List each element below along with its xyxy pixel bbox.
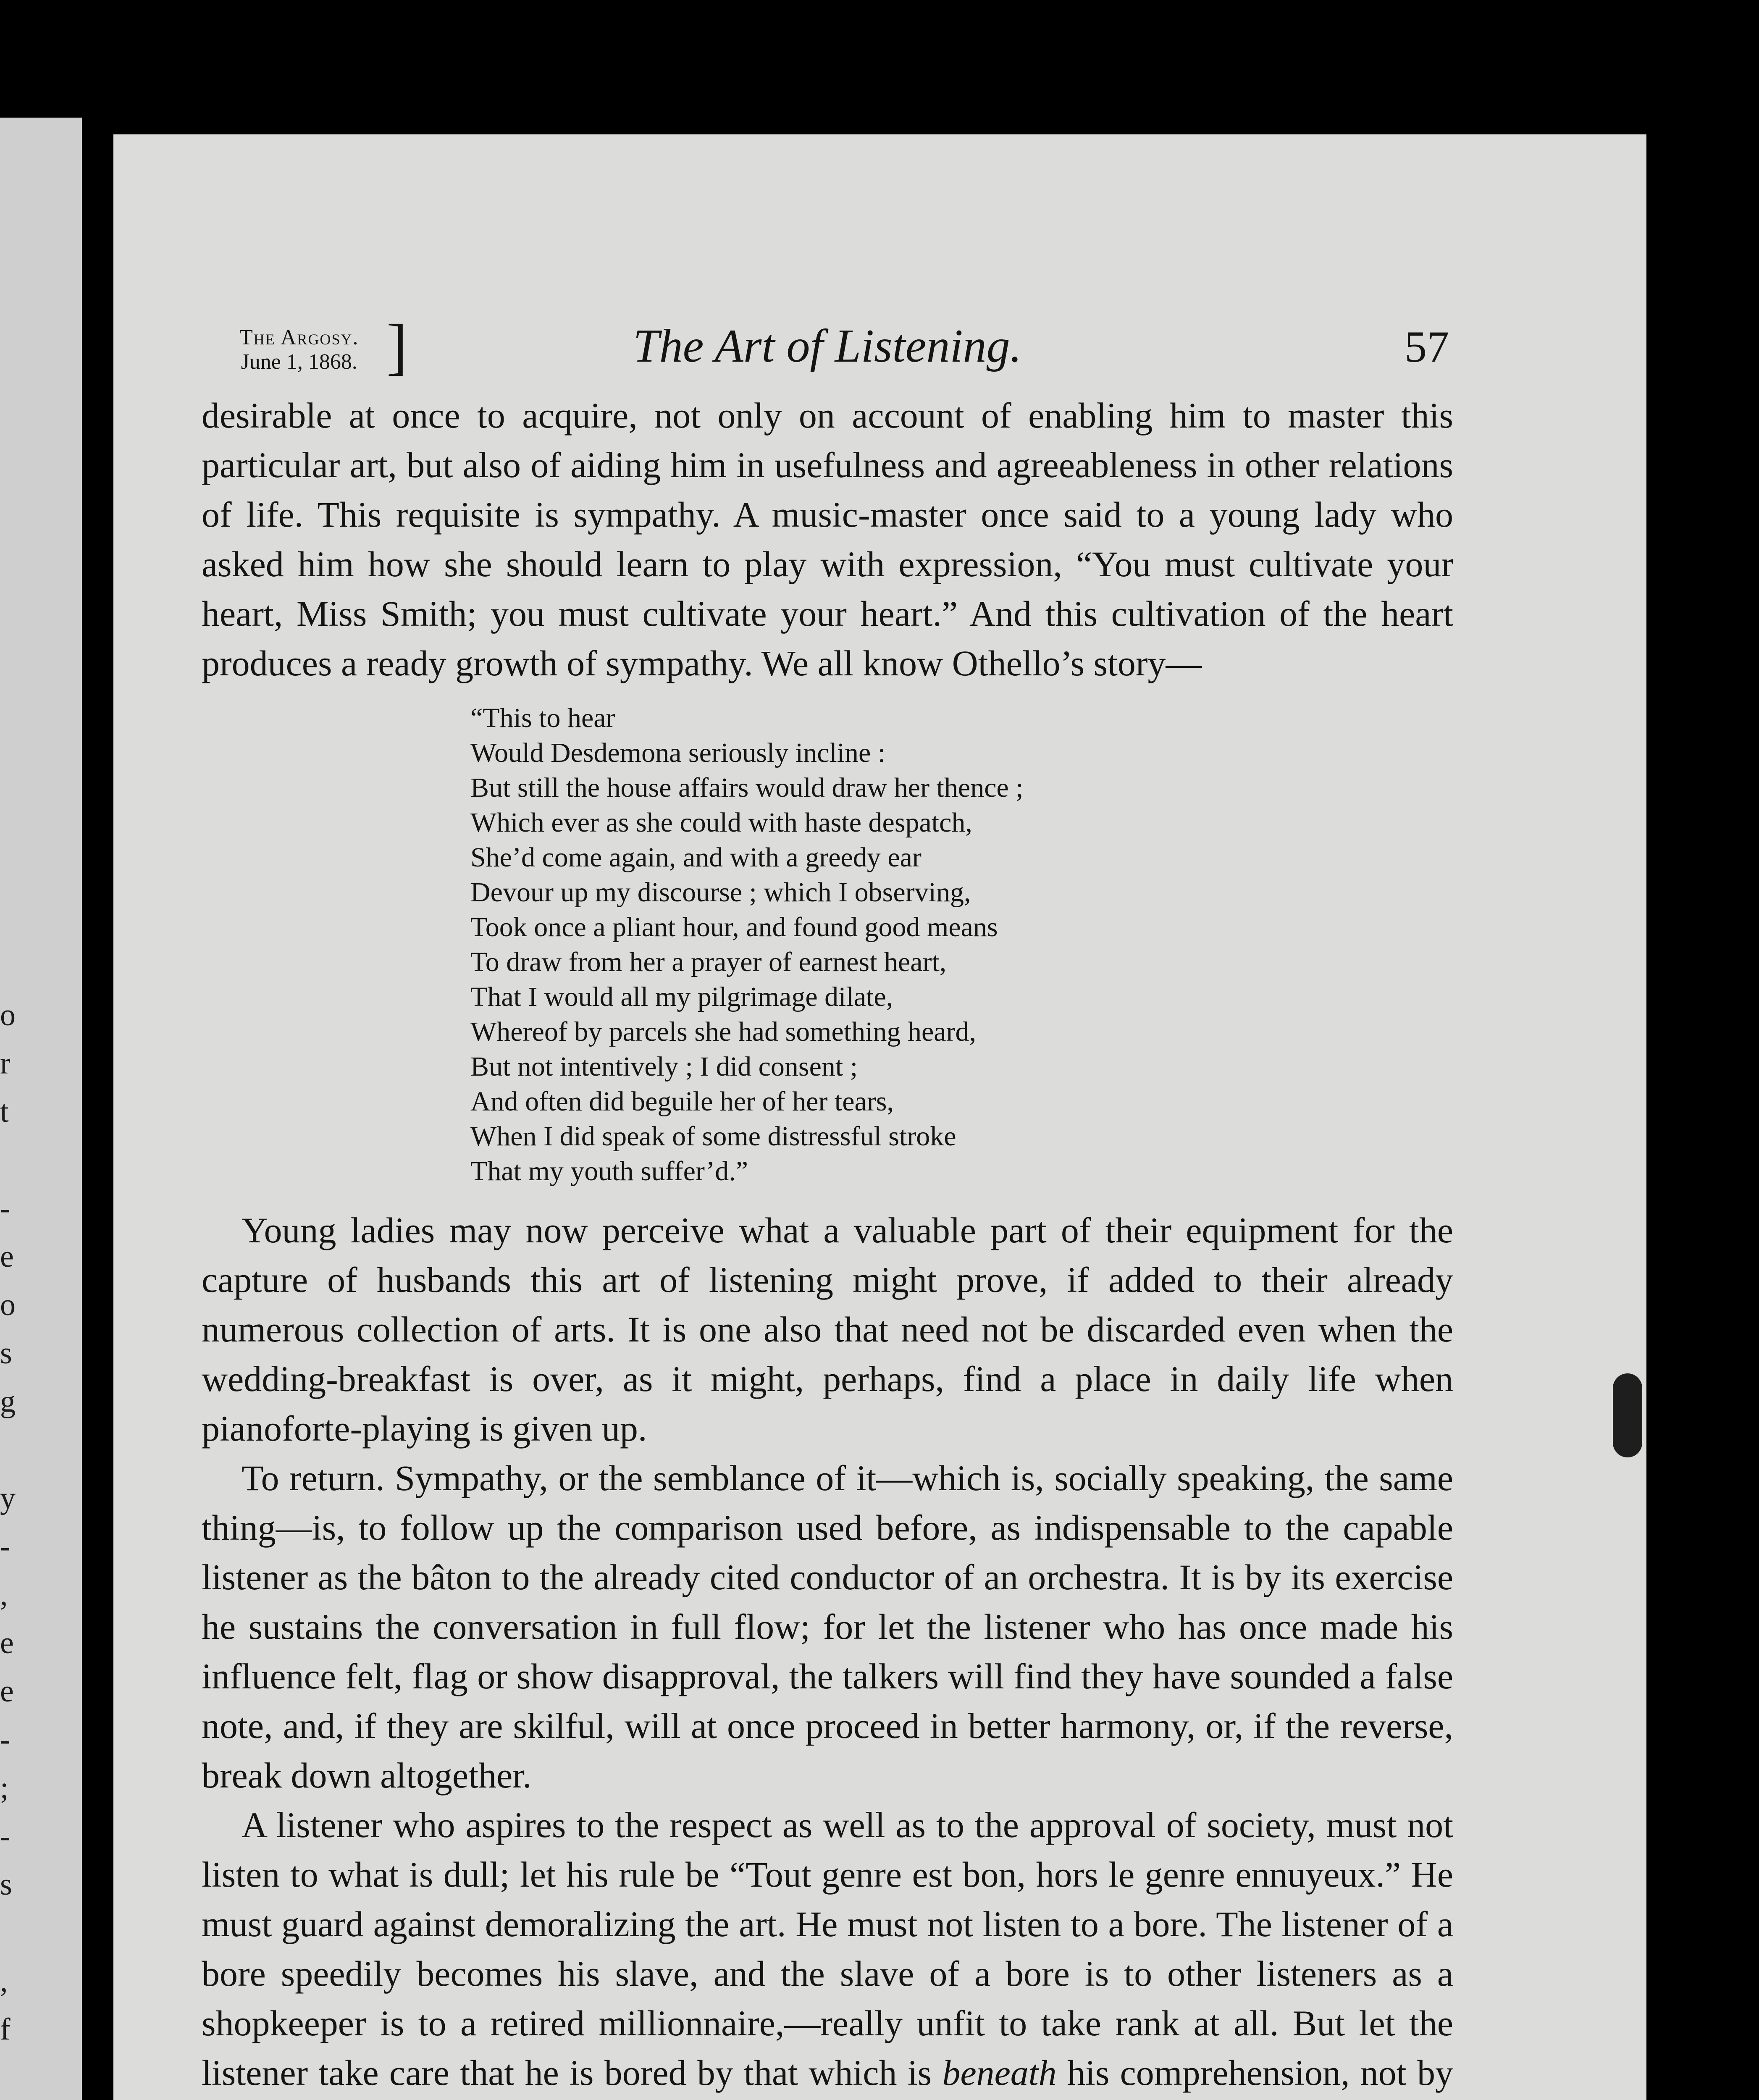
- paragraph-4-text-a: A listener who aspires to the respect as well as to the approval of society, must not listen to what is dull; let his rule be “Tout genre est bon, hors le genre ennuyeux.” He must guard against demoralizing the art. He must not listen to a bore. The listener of a bore speedily becomes his slave, and the slave of a bore is to other listeners as a shopkeeper is to a retired millionnaire,—really unfit to take rank at all. But let the listener take care that he is bored by that which is: [202, 1805, 1453, 2093]
- journal-name: The Argosy.: [239, 326, 359, 349]
- page-number: 57: [1405, 322, 1449, 371]
- othello-quotation: “This to hear Would Desdemona seriously incline : But still the house affairs would draw her thence ; Which ever as she could with haste despatch, She’d come again, and with a greedy ear Devour up my discourse ; which I observing, Took once a pliant hour, and found good means To draw from her a prayer of earnest heart, That I would all my pilgrimage dilate, Whereof by parcels she had something heard, But not intentively ; I did consent ; And often did beguile her of her tears, When I did speak of some distressful stroke That my youth suffer’d.”: [470, 703, 1024, 1186]
- page-stain: [1613, 1373, 1642, 1457]
- adjacent-page-fragments: o r t - e o s g y - , e e - ; - s , f: [0, 998, 16, 2047]
- emphasis-beneath: beneath: [942, 2053, 1057, 2093]
- adjacent-page-edge: [0, 118, 82, 2100]
- page-content: [202, 312, 1453, 2100]
- paragraph-3: To return. Sympathy, or the semblance of it—which is, socially speaking, the same thing—is, to follow up the comparison used before, as indispensable to the capable listener as the bâton to the already cited conductor of an orchestra. It is by its exercise he sustains the conversation in full flow; for let the listener who has once made his influence felt, flag or show disapproval, the talkers will find they have sounded a false note, and, if they are skilful, will at once proceed in better harmony, or, if the reverse, break down altogether.: [202, 1458, 1453, 1796]
- running-header: [202, 312, 1453, 391]
- paragraph-4-text-b: his comprehension, not by: [1067, 2053, 1453, 2093]
- header-bracket: ]: [386, 312, 407, 381]
- paragraph-2: Young ladies may now perceive what a valuable part of their equipment for the capture of husbands this art of listening might prove, if added to their already numerous collection of arts. It is one also that need not be discarded even when the wedding-breakfast is over, as it might, perhaps, find a place in daily life when pianoforte-playing is given up.: [202, 1210, 1453, 1449]
- paragraph-1: desirable at once to acquire, not only on account of enabling him to master this particular art, but also of aiding him in usefulness and agreeableness in other relations of life. This requisite is sympathy. A music-master once said to a young lady who asked him how she should learn to play with expression, “You must cultivate your heart, Miss Smith; you must cultivate your heart.” And this cultivation of the heart produces a ready growth of sympathy. We all know Othello’s story—: [202, 395, 1453, 683]
- page-title: The Art of Listening.: [633, 320, 1022, 372]
- paragraph-4: [202, 1800, 1453, 2100]
- journal-date: June 1, 1868.: [241, 350, 357, 374]
